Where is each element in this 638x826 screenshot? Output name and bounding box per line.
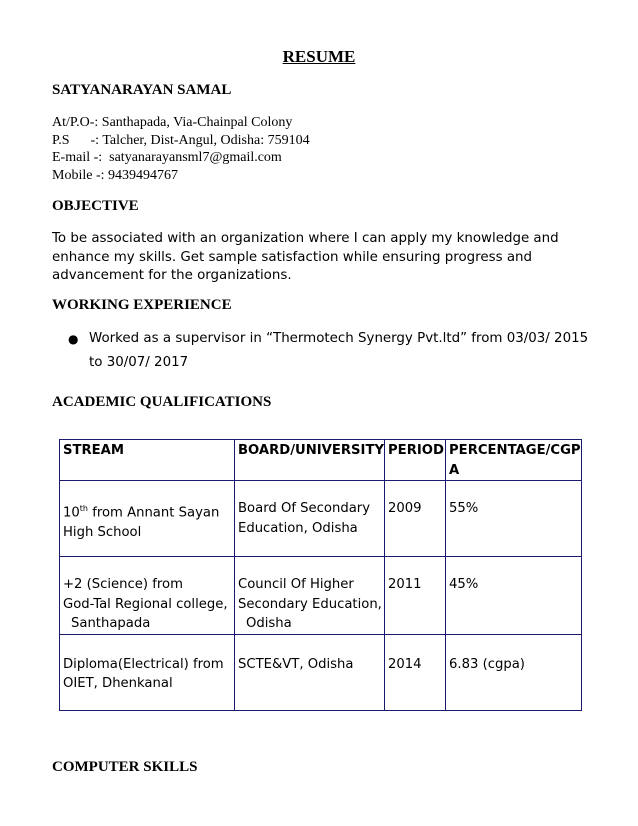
board-cell: Board Of Secondary Education, Odisha [235,481,385,557]
resume-title: RESUME [282,47,356,66]
column-header-board: BOARD/UNIVERSITY [235,440,385,481]
objective-heading: OBJECTIVE [52,198,139,214]
column-header-stream: STREAM [60,440,235,481]
police-station-line: P.S -: Talcher, Dist-Angul, Odisha: 759104 [52,132,310,148]
column-header-period: PERIOD [385,440,446,481]
stream-cell: Diploma(Electrical) from OIET, Dhenkanal [60,634,235,710]
percentage-cell: 55% [446,481,582,557]
experience-item: Worked as a supervisor in “Thermotech Synergy Pvt.ltd” from 03/03/ 2015 to 30/07/ 2017 [89,331,589,370]
experience-heading: WORKING EXPERIENCE [52,297,232,313]
table-row [60,634,582,710]
mobile-line: Mobile -: 9439494767 [52,167,178,183]
percentage-cell: 45% [446,557,582,635]
period-cell: 2014 [385,634,446,710]
address-line: At/P.O-: Santhapada, Via-Chainpal Colony [52,115,293,130]
academic-heading: ACADEMIC QUALIFICATIONS [52,394,272,410]
academic-table [59,439,582,711]
email-line: E-mail -: satyanarayansml7@gmail.com [52,150,282,165]
column-header-percentage: PERCENTAGE/CGP A [446,440,582,481]
stream-cell: 10th from Annant Sayan High School [60,481,235,557]
applicant-name: SATYANARAYAN SAMAL [52,82,232,98]
board-cell: SCTE&VT, Odisha [235,634,385,710]
contact-block [52,114,310,184]
experience-list [68,327,598,375]
table-header-row [60,440,582,481]
period-cell: 2011 [385,557,446,635]
bullet-icon: ● [68,332,79,346]
board-cell: Council Of Higher Secondary Education, Odisha [235,557,385,635]
stream-cell: +2 (Science) from God-Tal Regional college, Santhapada [60,557,235,635]
percentage-cell: 6.83 (cgpa) [446,634,582,710]
computer-skills-heading: COMPUTER SKILLS [52,759,198,775]
table-row [60,481,582,557]
objective-text: To be associated with an organization where I can apply my knowledge and enhance my skills. Get sample satisfaction while ensuring progress and advancement for the organizations. [52,231,559,283]
period-cell: 2009 [385,481,446,557]
table-row [60,557,582,635]
